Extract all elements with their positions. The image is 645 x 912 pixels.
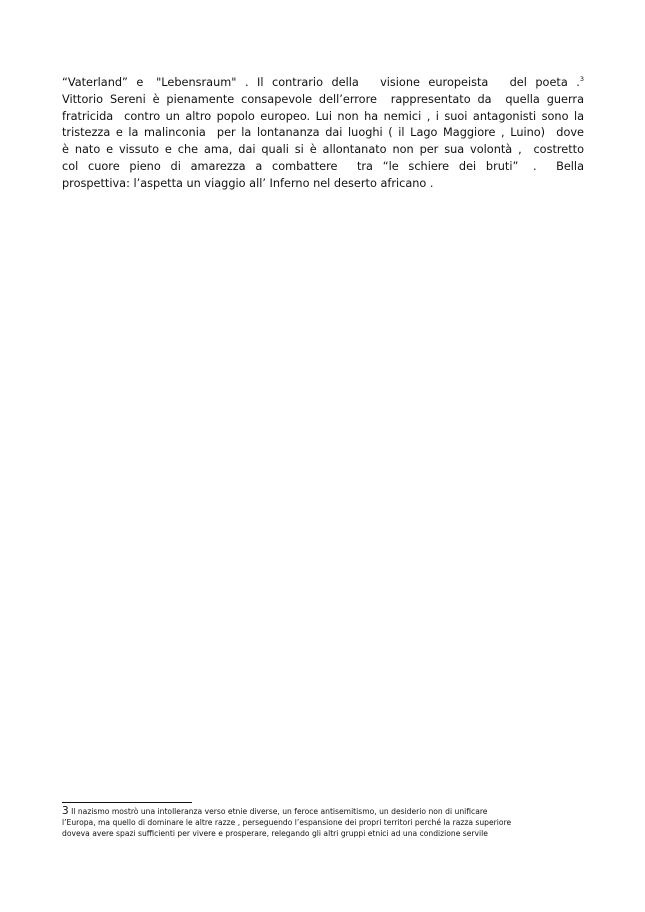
body-line-7: prospettiva: l’aspetta un viaggio all’ Inferno nel deserto africano .: [62, 176, 434, 190]
footnote-line-2: l’Europa, ma quello di dominare le altre razze , perseguendo l’espansione dei propri territori perché la razza superiore: [62, 818, 512, 828]
body-line-1: [62, 75, 584, 92]
body-line-3: fratricida contro un altro popolo europeo. Lui non ha nemici , i suoi antagonisti sono la: [62, 109, 584, 123]
body-line-1-text: “Vaterland” e "Lebensraum" . Il contrario della visione europeista del poeta .: [62, 76, 580, 89]
footnote-number: 3: [62, 805, 69, 817]
footnote-line-1: [62, 806, 592, 817]
body-line-4: tristezza e la malinconia per la lontananza dai luoghi ( il Lago Maggiore , Luino) dove: [62, 126, 584, 140]
footnote: [62, 806, 592, 840]
body-line-5: è nato e vissuto e che ama, dai quali si è allontanato non per sua volontà , costretto: [62, 143, 584, 157]
footnote-line-1-text: Il nazismo mostrò una intolleranza verso etnie diverse, un feroce antisemitismo, un desiderio non di unificare: [68, 807, 488, 816]
footnote-line-3: doveva avere spazi sufficienti per vivere e prosperare, relegando gli altri gruppi etnici ad una condizione servile: [62, 829, 488, 839]
body-line-6: col cuore pieno di amarezza a combattere tra “le schiere dei bruti” . Bella: [62, 159, 584, 173]
body-line-2: Vittorio Sereni è pienamente consapevole dell’errore rappresentato da quella guerra: [62, 92, 584, 106]
body-paragraph: [62, 75, 584, 193]
footnote-reference[interactable]: 3: [579, 75, 584, 84]
footnote-separator: [62, 802, 192, 803]
